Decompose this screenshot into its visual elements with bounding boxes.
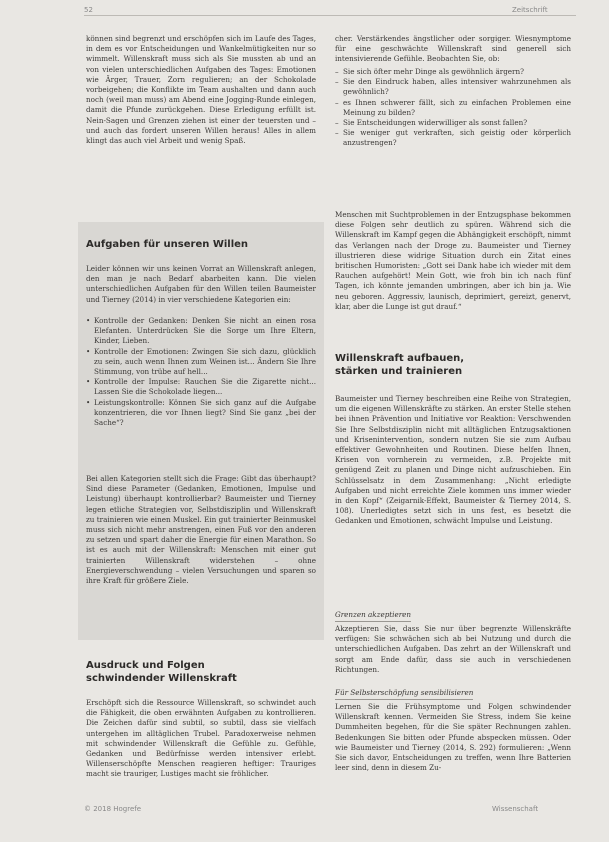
list-item: • Leistungskontrolle: Können Sie sich ganz auf die Aufgabe konzentrieren, die vor Ihnen liegt? Sind Sie ganz „bei der Sache“? (86, 398, 316, 429)
heading-willenskraft-line1: Willenskraft aufbauen, (335, 353, 465, 364)
intro-paragraph: können sind begrenzt und erschöpfen sich im Laufe des Tages, in dem es vor Entscheidungen und Wankelmütigkeiten nur so wimmelt. Willenskraft muss sich als Sie mussten ab und an von vielen unterschiedlichen Aufgaben des Tages: Emotionen wie Ärger, Trauer, Zorn regulieren; an der Schokolade vorbeigehen; die Konflikte im Team aushalten und dann auch noch (weil man muss) am Abend eine Jogging-Runde einlegen, damit die Pfunde zurückgehen. Diese Erledigung erfüllt ist. Nein-Sagen und Grenzen ziehen ist einer der teuersten und – und auch das fordert unseren Willen heraus! Alles in allem klingt das auch viel Arbeit und wenig Spaß. (86, 34, 316, 146)
list-item: – Sie den Eindruck haben, alles intensiver wahrzunehmen als gewöhnlich? (335, 77, 571, 97)
list-item: • Kontrolle der Emotionen: Zwingen Sie sich dazu, glücklich zu sein, auch wenn Ihnen zum Weinen ist... Ändern Sie Ihre Stimmung, von trübe auf hell... (86, 347, 316, 378)
symptom-list (335, 67, 571, 149)
footer-section: Wissenschaft (492, 805, 539, 813)
subheading-sensibilisieren: Für Selbsterschöpfung sensibilisieren (335, 688, 473, 700)
heading-aufgaben: Aufgaben für unseren Willen (86, 239, 249, 250)
heading-ausdruck-line1: Ausdruck und Folgen (86, 660, 205, 671)
paragraph-erschoepft: Erschöpft sich die Ressource Willenskraft, so schwindet auch die Fähigkeit, die oben erwähnten Aufgaben zu kontrollieren. Die Zeichen dafür sind subtil, so subtil, dass sie vielfach untergehen im alltäglichen Trubel. Paradoxerweise nehmen mit schwindender Willenskraft die Gefühle zu. Gefühle, Gedanken und Bedürfnisse werden intensiver erlebt. Willenserschöpfte Menschen reagieren heftiger: Trauriges macht sie trauriger, Lustiges macht sie fröhlicher. (86, 698, 316, 779)
page-number: 52 (84, 6, 93, 14)
list-item: – es Ihnen schwerer fällt, sich zu einfachen Problemen eine Meinung zu bilden? (335, 98, 571, 118)
heading-willenskraft-line2: stärken und trainieren (335, 366, 463, 377)
list-item: – Sie Entscheidungen widerwilliger als sonst fallen? (335, 118, 571, 128)
paragraph-kategorien: Bei allen Kategorien stellt sich die Frage: Gibt das überhaupt? Sind diese Parameter (Gedanken, Emotionen, Impulse und Leistung) überhaupt kontrollierbar? Baumeister und Tierney legen etliche Strategien vor, Selbstdisziplin und Willenskraft zu trainieren wie einen Muskel. Ein gut trainierter Beinmuskel muss sich nicht mehr anstrengen, einen Fuß vor den anderen zu setzen und spart daher die Energie für einen Marathon. So ist es auch mit der Willenskraft: Menschen mit einer gut trainierten Willenskraft widerstehen – ohne Energieverschwendung – vielen Versuchungen und sparen so ihre Kraft für größere Ziele. (86, 474, 316, 586)
paragraph-sucht: Menschen mit Suchtproblemen in der Entzugsphase bekommen diese Folgen sehr deutlich zu spüren. Während sich die Willenskraft im Kampf gegen die Abhängigkeit erschöpft, nimmt das Verlangen nach der Droge zu. Baumeister und Tierney illustrieren diese widrige Situation durch ein Zitat eines britischen Humoristen: „Gott sei Dank habe ich wieder mit dem Rauchen aufgehört! Mein Gott, wie froh bin ich nach fünf Tagen, ich könnte jemanden umbringen, aber ich bin ja. Wie neu geboren. Aggressiv, launisch, deprimiert, gereizt, genervt, klar, aber die Lunge ist gut drauf.“ (335, 210, 571, 311)
paragraph-grenzen: Akzeptieren Sie, dass Sie nur über begrenzte Willenskräfte verfügen: Sie schwächen sich ab bei Nutzung und durch die unterschiedlichen Aufgaben. Das zehrt an der Willenskraft und sorgt am Ende dafür, dass sie auch in verschiedenen Richtungen. (335, 624, 571, 674)
header-rule (84, 15, 576, 16)
paragraph-aufgaben: Leider können wir uns keinen Vorrat an Willenskraft anlegen, den man je nach Bedarf abarbeiten kann. Die vielen unterschiedlichen Aufgaben für den Willen teilen Baumeister und Tierney (2014) in vier verschiedene Kategorien ein: (86, 264, 316, 304)
heading-ausdruck-line2: schwindender Willenskraft (86, 673, 237, 684)
list-item: – Sie sich öfter mehr Dinge als gewöhnlich ärgern? (335, 67, 571, 77)
list-item: • Kontrolle der Gedanken: Denken Sie nicht an einen rosa Elefanten. Unterdrücken Sie die Sorge um Ihre Eltern, Kinder, Lieben. (86, 316, 316, 347)
paragraph-strategien: Baumeister und Tierney beschreiben eine Reihe von Strategien, um die eigenen Willenskräfte zu stärken. An erster Stelle stehen bei ihnen Prävention und Initiative vor Reaktion: Verschwenden Sie Ihre Selbstdisziplin nicht mit alltäglichen Entzugsaktionen und Krisenintervention, sondern nutzen Sie sie zum Aufbau effektiver Gewohnheiten und Routinen. Diese helfen Ihnen, Krisen von vornherein zu vermeiden, z.B. Projekte mit genügend Zeit zu planen und Dinge nicht aufzuschieben. Ein Schlüsselsatz in dem Zusammenhang: „Nicht erledigte Aufgaben und nicht erreichte Ziele kommen uns immer wieder in den Kopf“ (Zeigarnik-Effekt, Baumeister & Tierney 2014, S. 108). Unerledigtes setzt sich in uns fest, es besetzt die Gedanken und Emotionen, schwächt Impulse und Leistung. (335, 394, 571, 526)
bullet-list (86, 316, 316, 428)
list-item: • Kontrolle der Impulse: Rauchen Sie die Zigarette nicht... Lassen Sie die Schokolade liegen... (86, 377, 316, 397)
paragraph-sensibilisieren: Lernen Sie die Frühsymptome und Folgen schwindender Willenskraft kennen. Vermeiden Sie Stress, indem Sie keine Dummheiten begehen, für die Sie später Rechnungen zahlen. Bedenkungen Sie bitten oder Pfunde abspecken müssen. Oder wie Baumeister und Tierney (2014, S. 292) formulieren: „Wenn Sie sich davor, Entscheidungen zu treffen, wenn Ihre Batterien leer sind, denn in diesem Zu- (335, 702, 571, 773)
footer-copyright: © 2018 Hogrefe (84, 805, 142, 813)
running-header: Zeitschrift (512, 6, 548, 14)
subheading-grenzen: Grenzen akzeptieren (335, 610, 411, 622)
paragraph-intro-right: cher. Verstärkendes ängstlicher oder sorgiger. Wiesnymptome für eine geschwächte Willenskraft sind generell sich intensivierende Gefühle. Beobachten Sie, ob: (335, 34, 571, 64)
list-item: – Sie weniger gut verkraften, sich geistig oder körperlich anzustrengen? (335, 128, 571, 148)
